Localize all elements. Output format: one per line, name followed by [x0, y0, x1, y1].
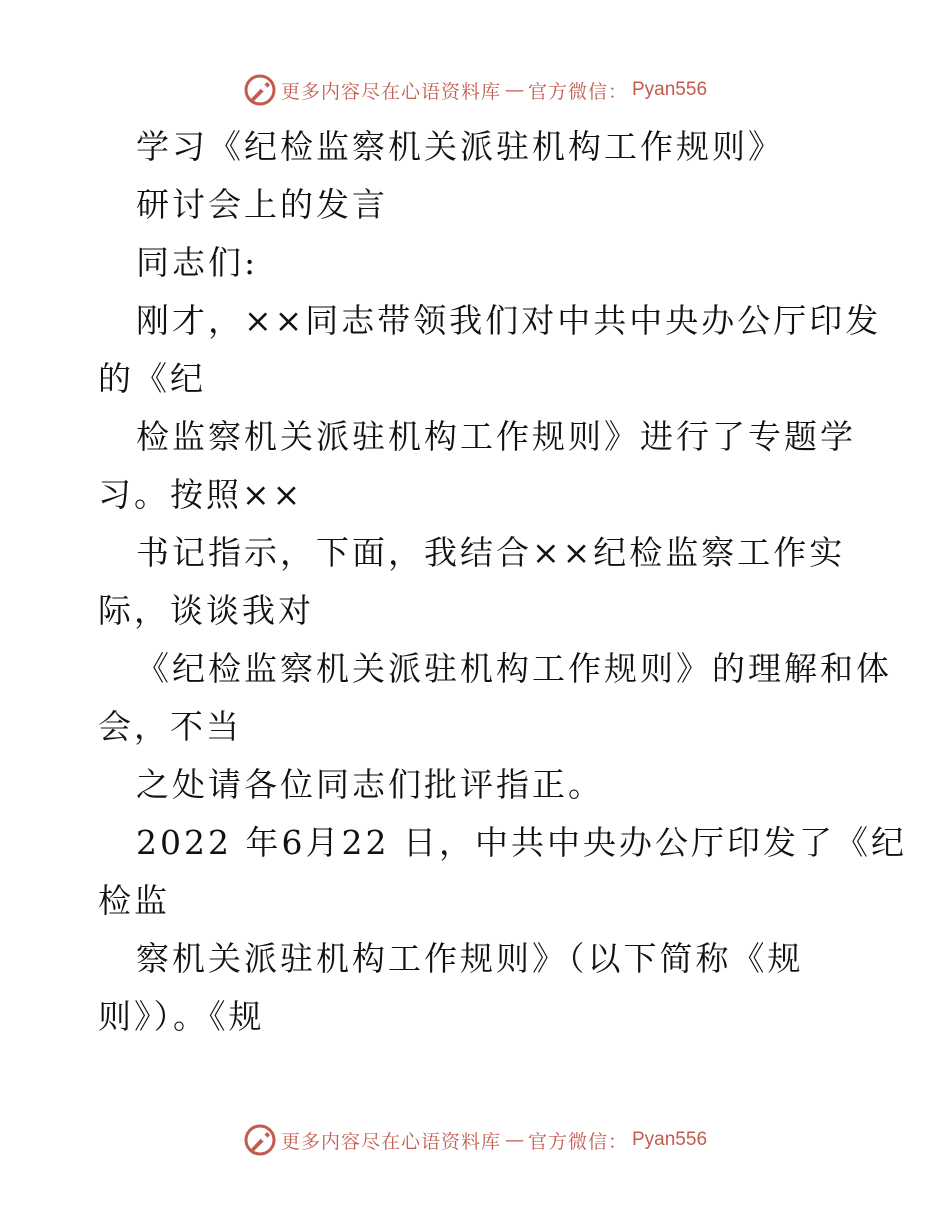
doc-paragraph-line: 之处请各位同志们批评指正。 — [136, 765, 604, 804]
quill-circle-logo-icon — [243, 73, 277, 107]
doc-paragraph-line: 察机关派驻机构工作规则》（以下简称《规 — [136, 939, 804, 978]
doc-paragraph-line: 书记指示，下面，我结合××纪检监察工作实 — [136, 533, 846, 572]
doc-paragraph-line: 习。按照×× — [98, 475, 304, 514]
header-banner — [0, 70, 950, 110]
doc-title-line-1: 学习《纪检监察机关派驻机构工作规则》 — [136, 127, 784, 166]
doc-title-line-2: 研讨会上的发言 — [136, 185, 388, 224]
doc-salutation: 同志们: — [136, 243, 259, 282]
doc-paragraph-line: 则》）。《规 — [98, 997, 265, 1036]
header-banner-account-label: 官方微信： — [527, 80, 628, 103]
doc-paragraph-line: 2022 年6月22 日，中共中央办公厅印发了《纪 — [136, 823, 907, 862]
header-banner-inner — [243, 73, 707, 107]
footer-banner — [0, 1120, 950, 1160]
header-banner-account-id: Pyan556 — [632, 79, 708, 100]
header-banner-separator: — — [504, 79, 524, 101]
doc-paragraph-line: 《纪检监察机关派驻机构工作规则》的理解和体 — [136, 649, 892, 688]
footer-banner-account-label: 官方微信： — [527, 1130, 628, 1153]
doc-paragraph-line: 刚才，××同志带领我们对中共中央办公厅印发 — [136, 301, 882, 340]
doc-paragraph-line: 检监 — [98, 881, 170, 920]
footer-banner-inner — [243, 1123, 707, 1157]
doc-paragraph-line: 际，谈谈我对 — [98, 591, 314, 630]
footer-banner-account-id: Pyan556 — [632, 1129, 708, 1150]
doc-paragraph-line: 检监察机关派驻机构工作规则》进行了专题学 — [136, 417, 856, 456]
doc-paragraph-line: 会，不当 — [98, 707, 242, 746]
header-banner-text: 更多内容尽在心语资料库 — [280, 80, 501, 103]
footer-banner-separator: — — [504, 1129, 524, 1151]
doc-paragraph-line: 的《纪 — [98, 359, 206, 398]
footer-banner-text: 更多内容尽在心语资料库 — [280, 1130, 501, 1153]
quill-circle-logo-icon — [243, 1123, 277, 1157]
